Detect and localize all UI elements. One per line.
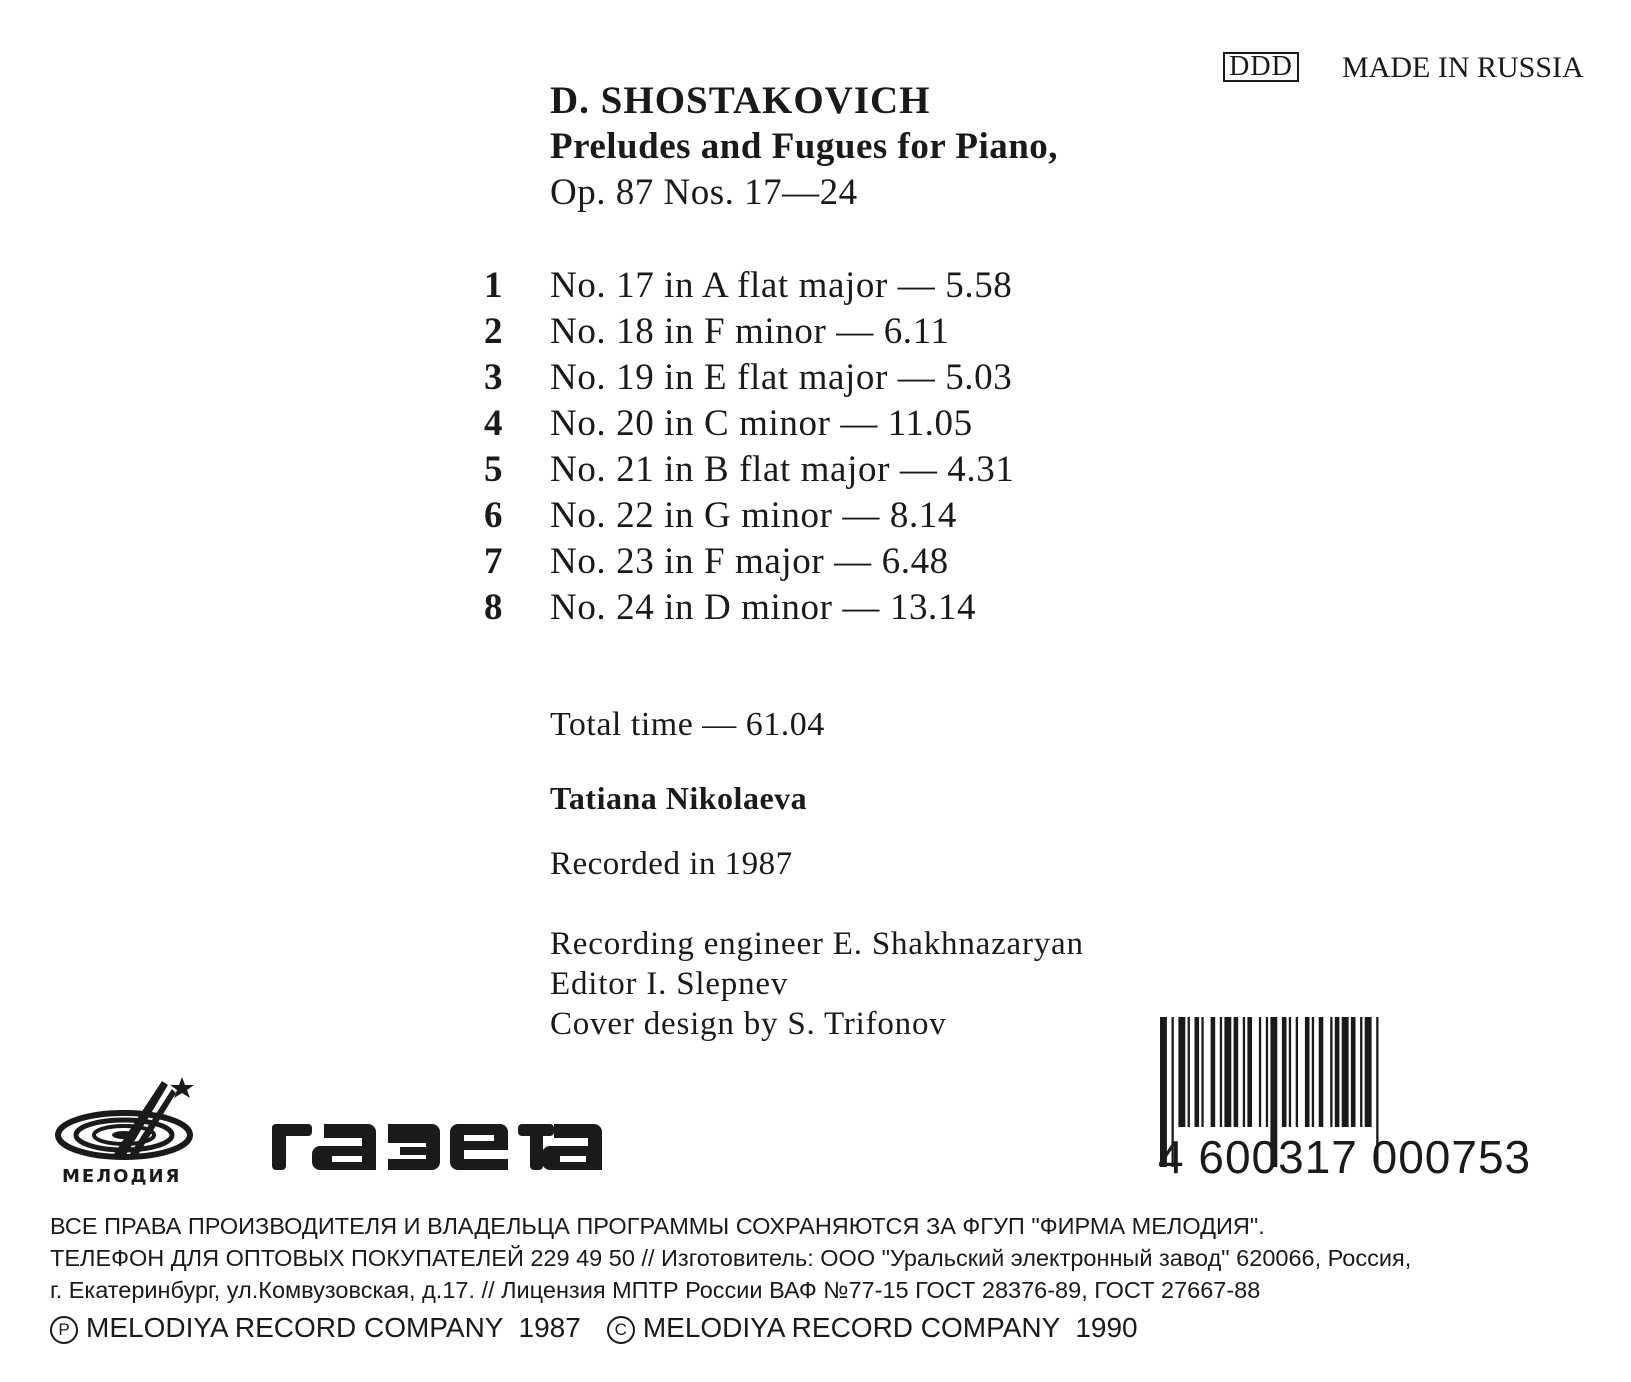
work-title: Preludes and Fugues for Piano, <box>550 126 1059 167</box>
barcode-bar <box>1243 1017 1245 1127</box>
track-number: 7 <box>484 540 503 582</box>
performer-name: Tatiana Nikolaeva <box>550 780 808 816</box>
barcode-bar <box>1266 1017 1268 1127</box>
track-number: 3 <box>484 356 503 398</box>
gazeta-logo-icon <box>272 1116 602 1176</box>
phonogram-text: MELODIYA RECORD COMPANY 1987 <box>86 1312 581 1343</box>
barcode-bar <box>1319 1017 1324 1127</box>
track-title: No. 18 in F minor — 6.11 <box>550 310 950 352</box>
composer-name: D. SHOSTAKOVICH <box>550 79 931 122</box>
barcode-bar <box>1188 1017 1190 1127</box>
track-row <box>484 354 1014 400</box>
ddd-badge: DDD <box>1223 52 1299 82</box>
copyright-line <box>50 1312 1138 1344</box>
barcode-bar <box>1195 1017 1200 1127</box>
barcode-icon <box>1158 1017 1576 1177</box>
track-number: 4 <box>484 402 503 444</box>
recorded-year: Recorded in 1987 <box>550 846 793 882</box>
track-row <box>484 492 1014 538</box>
barcode-bar <box>1178 1017 1185 1127</box>
track-number: 1 <box>484 264 503 306</box>
barcode-bar <box>1335 1017 1340 1127</box>
barcode-bar <box>1365 1017 1372 1127</box>
track-row <box>484 400 1014 446</box>
made-in-label: MADE IN RUSSIA <box>1342 51 1584 84</box>
barcode-bar <box>1224 1017 1231 1127</box>
track-row <box>484 262 1014 308</box>
track-row <box>484 584 1014 630</box>
legal-line: г. Екатеринбург, ул.Комвузовская, д.17. // Лицензия МПТР России ВАФ №77-15 ГОСТ 28376-89, ГОСТ 27667-88 <box>50 1277 1261 1303</box>
barcode-bar <box>1312 1017 1314 1127</box>
barcode-bar <box>1247 1017 1252 1127</box>
legal-line: ВСЕ ПРАВА ПРОИЗВОДИТЕЛЯ И ВЛАДЕЛЬЦА ПРОГРАММЫ СОХРАНЯЮТСЯ ЗА ФГУП "ФИРМА МЕЛОДИЯ". <box>50 1213 1265 1239</box>
legal-notice <box>50 1210 1411 1306</box>
opus-number: Op. 87 Nos. 17—24 <box>550 172 858 213</box>
barcode-bar <box>1282 1017 1287 1127</box>
barcode-bar <box>1220 1017 1222 1127</box>
barcode-bar <box>1296 1017 1298 1127</box>
track-row <box>484 538 1014 584</box>
editor-credit: Editor I. Slepnev <box>550 966 789 1002</box>
cover-credit: Cover design by S. Trifonov <box>550 1006 947 1042</box>
barcode-digits: 4 600317 000753 <box>1158 1131 1532 1177</box>
barcode-bar <box>1259 1017 1261 1127</box>
barcode-bar <box>1234 1017 1239 1127</box>
barcode-bar <box>1330 1017 1332 1127</box>
barcode-bar <box>1201 1017 1203 1127</box>
barcode-bar <box>1351 1017 1356 1127</box>
track-title: No. 17 in A flat major — 5.58 <box>550 264 1013 306</box>
track-title: No. 21 in B flat major — 4.31 <box>550 448 1015 490</box>
credits-block <box>550 924 1084 1044</box>
engineer-credit: Recording engineer E. Shakhnazaryan <box>550 926 1084 962</box>
track-title: No. 24 in D minor — 13.14 <box>550 586 977 628</box>
track-number: 8 <box>484 586 503 628</box>
barcode-bar <box>1342 1017 1349 1127</box>
track-row <box>484 308 1014 354</box>
legal-line: ТЕЛЕФОН ДЛЯ ОПТОВЫХ ПОКУПАТЕЛЕЙ 229 49 50 // Изготовитель: ООО "Уральский электронный завод" 620066, Россия, <box>50 1245 1412 1271</box>
copyright-text: MELODIYA RECORD COMPANY 1990 <box>642 1312 1138 1343</box>
gazeta-wordmark: газета <box>272 1116 275 1117</box>
barcode-bar <box>1211 1017 1216 1127</box>
barcode-bar <box>1289 1017 1291 1127</box>
total-time: Total time — 61.04 <box>550 706 825 743</box>
track-number: 6 <box>484 494 503 536</box>
track-title: No. 22 in G minor — 8.14 <box>550 494 958 536</box>
melodiya-wordmark: МЕЛОДИЯ <box>62 1166 182 1187</box>
track-row <box>484 446 1014 492</box>
track-title: No. 23 in F major — 6.48 <box>550 540 949 582</box>
track-number: 2 <box>484 310 503 352</box>
barcode-bar <box>1305 1017 1310 1127</box>
track-list <box>484 262 1014 630</box>
phonogram-symbol-icon: P <box>50 1316 78 1344</box>
track-title: No. 19 in E flat major — 5.03 <box>550 356 1013 398</box>
barcode-bar <box>1360 1017 1362 1127</box>
track-number: 5 <box>484 448 503 490</box>
track-title: No. 20 in C minor — 11.05 <box>550 402 973 444</box>
copyright-symbol-icon: C <box>607 1316 635 1344</box>
